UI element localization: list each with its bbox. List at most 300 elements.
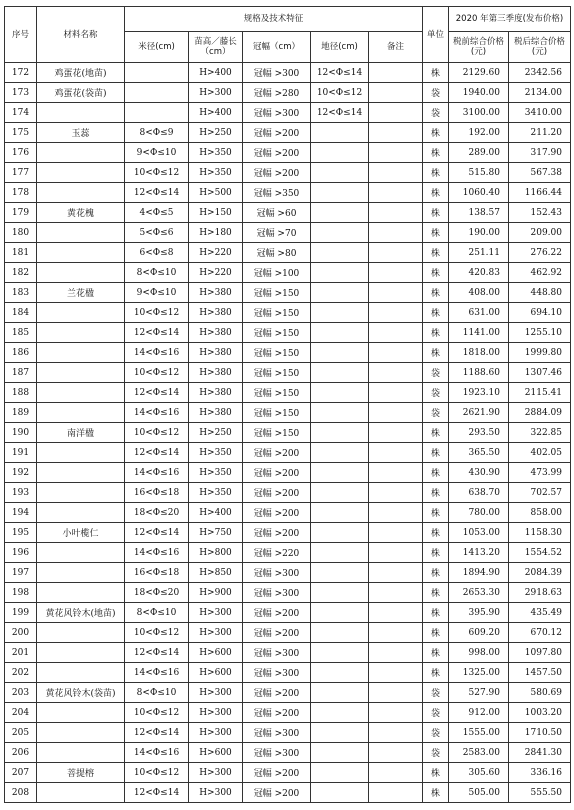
table-row xyxy=(5,163,571,183)
pre-tax-price-cell: 912.00 xyxy=(449,703,509,723)
remark-cell xyxy=(369,683,423,703)
crown-cell: 冠幅 >200 xyxy=(243,483,311,503)
crown-cell: 冠幅 >300 xyxy=(243,563,311,583)
diameter-cell: 12<Φ≤14 xyxy=(125,783,189,803)
pre-tax-price-cell: 190.00 xyxy=(449,223,509,243)
remark-cell xyxy=(369,723,423,743)
material-name-cell: 鸡蛋花(袋苗) xyxy=(37,83,125,103)
pre-tax-price-cell: 293.50 xyxy=(449,423,509,443)
post-tax-price-cell: 567.38 xyxy=(509,163,571,183)
crown-cell: 冠幅 >150 xyxy=(243,423,311,443)
material-name-cell xyxy=(37,223,125,243)
diameter-cell: 8<Φ≤10 xyxy=(125,603,189,623)
height-cell: H>800 xyxy=(189,543,243,563)
material-name-cell: 黄花风铃木(袋苗) xyxy=(37,683,125,703)
diameter-cell: 12<Φ≤14 xyxy=(125,323,189,343)
crown-cell: 冠幅 >100 xyxy=(243,263,311,283)
seq-cell: 182 xyxy=(5,263,37,283)
crown-cell: 冠幅 >200 xyxy=(243,163,311,183)
pre-tax-price-cell: 1053.00 xyxy=(449,523,509,543)
post-tax-price-cell: 211.20 xyxy=(509,123,571,143)
post-tax-price-cell: 448.80 xyxy=(509,283,571,303)
material-name-cell xyxy=(37,563,125,583)
remark-cell xyxy=(369,383,423,403)
table-row xyxy=(5,443,571,463)
pre-tax-price-cell: 515.80 xyxy=(449,163,509,183)
ground-diameter-cell xyxy=(311,723,369,743)
material-name-cell xyxy=(37,343,125,363)
material-name-cell xyxy=(37,543,125,563)
pre-tax-price-cell: 638.70 xyxy=(449,483,509,503)
ground-diameter-cell: 12<Φ≤14 xyxy=(311,103,369,123)
seq-cell: 190 xyxy=(5,423,37,443)
post-tax-price-cell: 322.85 xyxy=(509,423,571,443)
diameter-cell xyxy=(125,103,189,123)
pre-tax-price-cell: 251.11 xyxy=(449,243,509,263)
crown-cell: 冠幅 >150 xyxy=(243,323,311,343)
material-name-cell xyxy=(37,583,125,603)
ground-diameter-cell xyxy=(311,583,369,603)
seq-cell: 204 xyxy=(5,703,37,723)
ground-diameter-cell xyxy=(311,143,369,163)
seq-cell: 199 xyxy=(5,603,37,623)
height-cell: H>300 xyxy=(189,603,243,623)
diameter-cell: 9<Φ≤10 xyxy=(125,283,189,303)
height-cell: H>500 xyxy=(189,183,243,203)
ground-diameter-cell xyxy=(311,603,369,623)
seq-cell: 198 xyxy=(5,583,37,603)
seq-cell: 181 xyxy=(5,243,37,263)
height-cell: H>350 xyxy=(189,483,243,503)
remark-cell xyxy=(369,603,423,623)
crown-cell: 冠幅 >200 xyxy=(243,683,311,703)
height-cell: H>600 xyxy=(189,663,243,683)
ground-diameter-cell xyxy=(311,663,369,683)
diameter-cell: 14<Φ≤16 xyxy=(125,343,189,363)
remark-cell xyxy=(369,143,423,163)
remark-cell xyxy=(369,783,423,803)
ground-diameter-cell xyxy=(311,783,369,803)
remark-cell xyxy=(369,163,423,183)
pre-tax-price-cell: 408.00 xyxy=(449,283,509,303)
height-cell: H>400 xyxy=(189,103,243,123)
post-tax-price-cell: 702.57 xyxy=(509,483,571,503)
header-seq: 序号 xyxy=(5,7,37,63)
table-row xyxy=(5,143,571,163)
height-cell: H>300 xyxy=(189,703,243,723)
table-row xyxy=(5,223,571,243)
table-row xyxy=(5,663,571,683)
seq-cell: 206 xyxy=(5,743,37,763)
material-name-cell xyxy=(37,643,125,663)
unit-cell: 株 xyxy=(423,223,449,243)
material-name-cell xyxy=(37,483,125,503)
remark-cell xyxy=(369,403,423,423)
remark-cell xyxy=(369,83,423,103)
post-tax-price-cell: 1255.10 xyxy=(509,323,571,343)
ground-diameter-cell xyxy=(311,503,369,523)
seq-cell: 200 xyxy=(5,623,37,643)
ground-diameter-cell xyxy=(311,263,369,283)
ground-diameter-cell xyxy=(311,343,369,363)
table-row xyxy=(5,643,571,663)
material-name-cell: 菩提榕 xyxy=(37,763,125,783)
price-table xyxy=(4,6,571,803)
diameter-cell: 12<Φ≤14 xyxy=(125,443,189,463)
table-row xyxy=(5,63,571,83)
unit-cell: 株 xyxy=(423,423,449,443)
crown-cell: 冠幅 >200 xyxy=(243,703,311,723)
height-cell: H>380 xyxy=(189,383,243,403)
table-row xyxy=(5,303,571,323)
pre-tax-price-cell: 3100.00 xyxy=(449,103,509,123)
diameter-cell: 12<Φ≤14 xyxy=(125,643,189,663)
post-tax-price-cell: 2841.30 xyxy=(509,743,571,763)
diameter-cell: 16<Φ≤18 xyxy=(125,563,189,583)
material-name-cell xyxy=(37,463,125,483)
remark-cell xyxy=(369,703,423,723)
remark-cell xyxy=(369,623,423,643)
ground-diameter-cell xyxy=(311,303,369,323)
ground-diameter-cell xyxy=(311,323,369,343)
table-row xyxy=(5,323,571,343)
unit-cell: 株 xyxy=(423,263,449,283)
diameter-cell: 6<Φ≤8 xyxy=(125,243,189,263)
pre-tax-price-cell: 2621.90 xyxy=(449,403,509,423)
ground-diameter-cell xyxy=(311,203,369,223)
header-remark: 备注 xyxy=(369,32,423,63)
table-row xyxy=(5,383,571,403)
table-row xyxy=(5,723,571,743)
unit-cell: 袋 xyxy=(423,743,449,763)
table-row xyxy=(5,243,571,263)
pre-tax-price-cell: 631.00 xyxy=(449,303,509,323)
material-name-cell xyxy=(37,363,125,383)
diameter-cell: 9<Φ≤10 xyxy=(125,143,189,163)
remark-cell xyxy=(369,643,423,663)
seq-cell: 208 xyxy=(5,783,37,803)
seq-cell: 180 xyxy=(5,223,37,243)
seq-cell: 178 xyxy=(5,183,37,203)
material-name-cell xyxy=(37,243,125,263)
table-row xyxy=(5,703,571,723)
material-name-cell: 黄花风铃木(地苗) xyxy=(37,603,125,623)
table-row xyxy=(5,523,571,543)
table-row xyxy=(5,683,571,703)
post-tax-price-cell: 473.99 xyxy=(509,463,571,483)
post-tax-price-cell: 1554.52 xyxy=(509,543,571,563)
pre-tax-price-cell: 1894.90 xyxy=(449,563,509,583)
remark-cell xyxy=(369,483,423,503)
post-tax-price-cell: 1158.30 xyxy=(509,523,571,543)
table-row xyxy=(5,203,571,223)
material-name-cell xyxy=(37,723,125,743)
height-cell: H>350 xyxy=(189,463,243,483)
unit-cell: 株 xyxy=(423,283,449,303)
unit-cell: 株 xyxy=(423,343,449,363)
header-spec-group: 规格及技术特征 xyxy=(125,7,423,32)
post-tax-price-cell: 1003.20 xyxy=(509,703,571,723)
unit-cell: 株 xyxy=(423,443,449,463)
ground-diameter-cell xyxy=(311,423,369,443)
seq-cell: 189 xyxy=(5,403,37,423)
material-name-cell xyxy=(37,663,125,683)
height-cell: H>300 xyxy=(189,83,243,103)
unit-cell: 袋 xyxy=(423,403,449,423)
pre-tax-price-cell: 527.90 xyxy=(449,683,509,703)
remark-cell xyxy=(369,503,423,523)
material-name-cell xyxy=(37,323,125,343)
diameter-cell: 18<Φ≤20 xyxy=(125,583,189,603)
height-cell: H>400 xyxy=(189,63,243,83)
remark-cell xyxy=(369,463,423,483)
height-cell: H>380 xyxy=(189,343,243,363)
unit-cell: 株 xyxy=(423,243,449,263)
pre-tax-price-cell: 2583.00 xyxy=(449,743,509,763)
table-row xyxy=(5,503,571,523)
unit-cell: 株 xyxy=(423,463,449,483)
remark-cell xyxy=(369,303,423,323)
seq-cell: 207 xyxy=(5,763,37,783)
table-row xyxy=(5,103,571,123)
ground-diameter-cell xyxy=(311,483,369,503)
unit-cell: 株 xyxy=(423,203,449,223)
diameter-cell: 12<Φ≤14 xyxy=(125,183,189,203)
unit-cell: 株 xyxy=(423,623,449,643)
post-tax-price-cell: 1097.80 xyxy=(509,643,571,663)
diameter-cell: 5<Φ≤6 xyxy=(125,223,189,243)
remark-cell xyxy=(369,663,423,683)
post-tax-price-cell: 435.49 xyxy=(509,603,571,623)
height-cell: H>380 xyxy=(189,323,243,343)
material-name-cell xyxy=(37,303,125,323)
material-name-cell: 玉蕊 xyxy=(37,123,125,143)
table-row xyxy=(5,363,571,383)
post-tax-price-cell: 2884.09 xyxy=(509,403,571,423)
seq-cell: 187 xyxy=(5,363,37,383)
remark-cell xyxy=(369,363,423,383)
diameter-cell xyxy=(125,83,189,103)
seq-cell: 179 xyxy=(5,203,37,223)
crown-cell: 冠幅 >70 xyxy=(243,223,311,243)
table-row xyxy=(5,603,571,623)
header-diameter: 米径(cm) xyxy=(125,32,189,63)
table-row xyxy=(5,403,571,423)
remark-cell xyxy=(369,103,423,123)
material-name-cell xyxy=(37,163,125,183)
pre-tax-price-cell: 1940.00 xyxy=(449,83,509,103)
remark-cell xyxy=(369,583,423,603)
crown-cell: 冠幅 >200 xyxy=(243,603,311,623)
height-cell: H>220 xyxy=(189,243,243,263)
unit-cell: 袋 xyxy=(423,383,449,403)
ground-diameter-cell xyxy=(311,383,369,403)
remark-cell xyxy=(369,443,423,463)
remark-cell xyxy=(369,763,423,783)
material-name-cell xyxy=(37,443,125,463)
unit-cell: 袋 xyxy=(423,723,449,743)
table-row xyxy=(5,423,571,443)
seq-cell: 172 xyxy=(5,63,37,83)
pre-tax-price-cell: 1325.00 xyxy=(449,663,509,683)
seq-cell: 188 xyxy=(5,383,37,403)
post-tax-price-cell: 2918.63 xyxy=(509,583,571,603)
pre-tax-price-cell: 1818.00 xyxy=(449,343,509,363)
pre-tax-price-cell: 365.50 xyxy=(449,443,509,463)
seq-cell: 192 xyxy=(5,463,37,483)
crown-cell: 冠幅 >300 xyxy=(243,583,311,603)
post-tax-price-cell: 580.69 xyxy=(509,683,571,703)
ground-diameter-cell xyxy=(311,243,369,263)
seq-cell: 174 xyxy=(5,103,37,123)
diameter-cell: 14<Φ≤16 xyxy=(125,543,189,563)
ground-diameter-cell xyxy=(311,363,369,383)
seq-cell: 191 xyxy=(5,443,37,463)
height-cell: H>380 xyxy=(189,283,243,303)
material-name-cell xyxy=(37,743,125,763)
crown-cell: 冠幅 >200 xyxy=(243,503,311,523)
material-name-cell: 黄花槐 xyxy=(37,203,125,223)
post-tax-price-cell: 209.00 xyxy=(509,223,571,243)
crown-cell: 冠幅 >200 xyxy=(243,463,311,483)
crown-cell: 冠幅 >280 xyxy=(243,83,311,103)
ground-diameter-cell xyxy=(311,223,369,243)
height-cell: H>250 xyxy=(189,423,243,443)
remark-cell xyxy=(369,423,423,443)
material-name-cell xyxy=(37,783,125,803)
diameter-cell: 8<Φ≤10 xyxy=(125,683,189,703)
height-cell: H>380 xyxy=(189,363,243,383)
unit-cell: 株 xyxy=(423,143,449,163)
diameter-cell: 4<Φ≤5 xyxy=(125,203,189,223)
remark-cell xyxy=(369,563,423,583)
height-cell: H>850 xyxy=(189,563,243,583)
remark-cell xyxy=(369,523,423,543)
table-row xyxy=(5,283,571,303)
table-body xyxy=(5,63,571,803)
crown-cell: 冠幅 >200 xyxy=(243,623,311,643)
crown-cell: 冠幅 >200 xyxy=(243,443,311,463)
seq-cell: 196 xyxy=(5,543,37,563)
unit-cell: 株 xyxy=(423,183,449,203)
diameter-cell: 10<Φ≤12 xyxy=(125,423,189,443)
unit-cell: 株 xyxy=(423,523,449,543)
seq-cell: 177 xyxy=(5,163,37,183)
material-name-cell xyxy=(37,183,125,203)
unit-cell: 袋 xyxy=(423,83,449,103)
post-tax-price-cell: 336.16 xyxy=(509,763,571,783)
pre-tax-price-cell: 1141.00 xyxy=(449,323,509,343)
post-tax-price-cell: 317.90 xyxy=(509,143,571,163)
crown-cell: 冠幅 >200 xyxy=(243,143,311,163)
height-cell: H>350 xyxy=(189,163,243,183)
diameter-cell: 10<Φ≤12 xyxy=(125,163,189,183)
pre-tax-price-cell: 1060.40 xyxy=(449,183,509,203)
height-cell: H>180 xyxy=(189,223,243,243)
crown-cell: 冠幅 >350 xyxy=(243,183,311,203)
ground-diameter-cell xyxy=(311,563,369,583)
crown-cell: 冠幅 >200 xyxy=(243,123,311,143)
material-name-cell: 兰花楹 xyxy=(37,283,125,303)
seq-cell: 184 xyxy=(5,303,37,323)
height-cell: H>600 xyxy=(189,743,243,763)
table-header xyxy=(5,7,571,63)
diameter-cell: 10<Φ≤12 xyxy=(125,763,189,783)
unit-cell: 株 xyxy=(423,643,449,663)
crown-cell: 冠幅 >300 xyxy=(243,723,311,743)
height-cell: H>150 xyxy=(189,203,243,223)
post-tax-price-cell: 276.22 xyxy=(509,243,571,263)
unit-cell: 株 xyxy=(423,123,449,143)
seq-cell: 202 xyxy=(5,663,37,683)
header-height: 苗高／藤长（cm） xyxy=(189,32,243,63)
pre-tax-price-cell: 1413.20 xyxy=(449,543,509,563)
seq-cell: 193 xyxy=(5,483,37,503)
ground-diameter-cell xyxy=(311,763,369,783)
remark-cell xyxy=(369,263,423,283)
pre-tax-price-cell: 780.00 xyxy=(449,503,509,523)
remark-cell xyxy=(369,323,423,343)
unit-cell: 株 xyxy=(423,483,449,503)
ground-diameter-cell xyxy=(311,743,369,763)
post-tax-price-cell: 2134.00 xyxy=(509,83,571,103)
seq-cell: 197 xyxy=(5,563,37,583)
table-row xyxy=(5,263,571,283)
height-cell: H>300 xyxy=(189,723,243,743)
height-cell: H>300 xyxy=(189,783,243,803)
seq-cell: 185 xyxy=(5,323,37,343)
header-post-tax-price: 税后综合价格(元) xyxy=(509,32,571,63)
ground-diameter-cell xyxy=(311,523,369,543)
table-row xyxy=(5,743,571,763)
ground-diameter-cell xyxy=(311,403,369,423)
seq-cell: 201 xyxy=(5,643,37,663)
height-cell: H>600 xyxy=(189,643,243,663)
post-tax-price-cell: 2342.56 xyxy=(509,63,571,83)
material-name-cell xyxy=(37,263,125,283)
header-unit: 单位 xyxy=(423,7,449,63)
ground-diameter-cell xyxy=(311,183,369,203)
unit-cell: 株 xyxy=(423,783,449,803)
remark-cell xyxy=(369,183,423,203)
unit-cell: 株 xyxy=(423,603,449,623)
post-tax-price-cell: 402.05 xyxy=(509,443,571,463)
crown-cell: 冠幅 >300 xyxy=(243,743,311,763)
unit-cell: 株 xyxy=(423,503,449,523)
post-tax-price-cell: 2084.39 xyxy=(509,563,571,583)
ground-diameter-cell xyxy=(311,643,369,663)
pre-tax-price-cell: 1188.60 xyxy=(449,363,509,383)
diameter-cell xyxy=(125,63,189,83)
unit-cell: 株 xyxy=(423,563,449,583)
height-cell: H>300 xyxy=(189,763,243,783)
diameter-cell: 10<Φ≤12 xyxy=(125,703,189,723)
seq-cell: 195 xyxy=(5,523,37,543)
height-cell: H>900 xyxy=(189,583,243,603)
height-cell: H>220 xyxy=(189,263,243,283)
post-tax-price-cell: 694.10 xyxy=(509,303,571,323)
material-name-cell xyxy=(37,503,125,523)
pre-tax-price-cell: 2653.30 xyxy=(449,583,509,603)
pre-tax-price-cell: 305.60 xyxy=(449,763,509,783)
unit-cell: 株 xyxy=(423,543,449,563)
material-name-cell: 鸡蛋花(地苗) xyxy=(37,63,125,83)
pre-tax-price-cell: 430.90 xyxy=(449,463,509,483)
header-period: 2020 年第三季度(发布价格) xyxy=(449,7,571,32)
remark-cell xyxy=(369,63,423,83)
pre-tax-price-cell: 420.83 xyxy=(449,263,509,283)
material-name-cell xyxy=(37,623,125,643)
